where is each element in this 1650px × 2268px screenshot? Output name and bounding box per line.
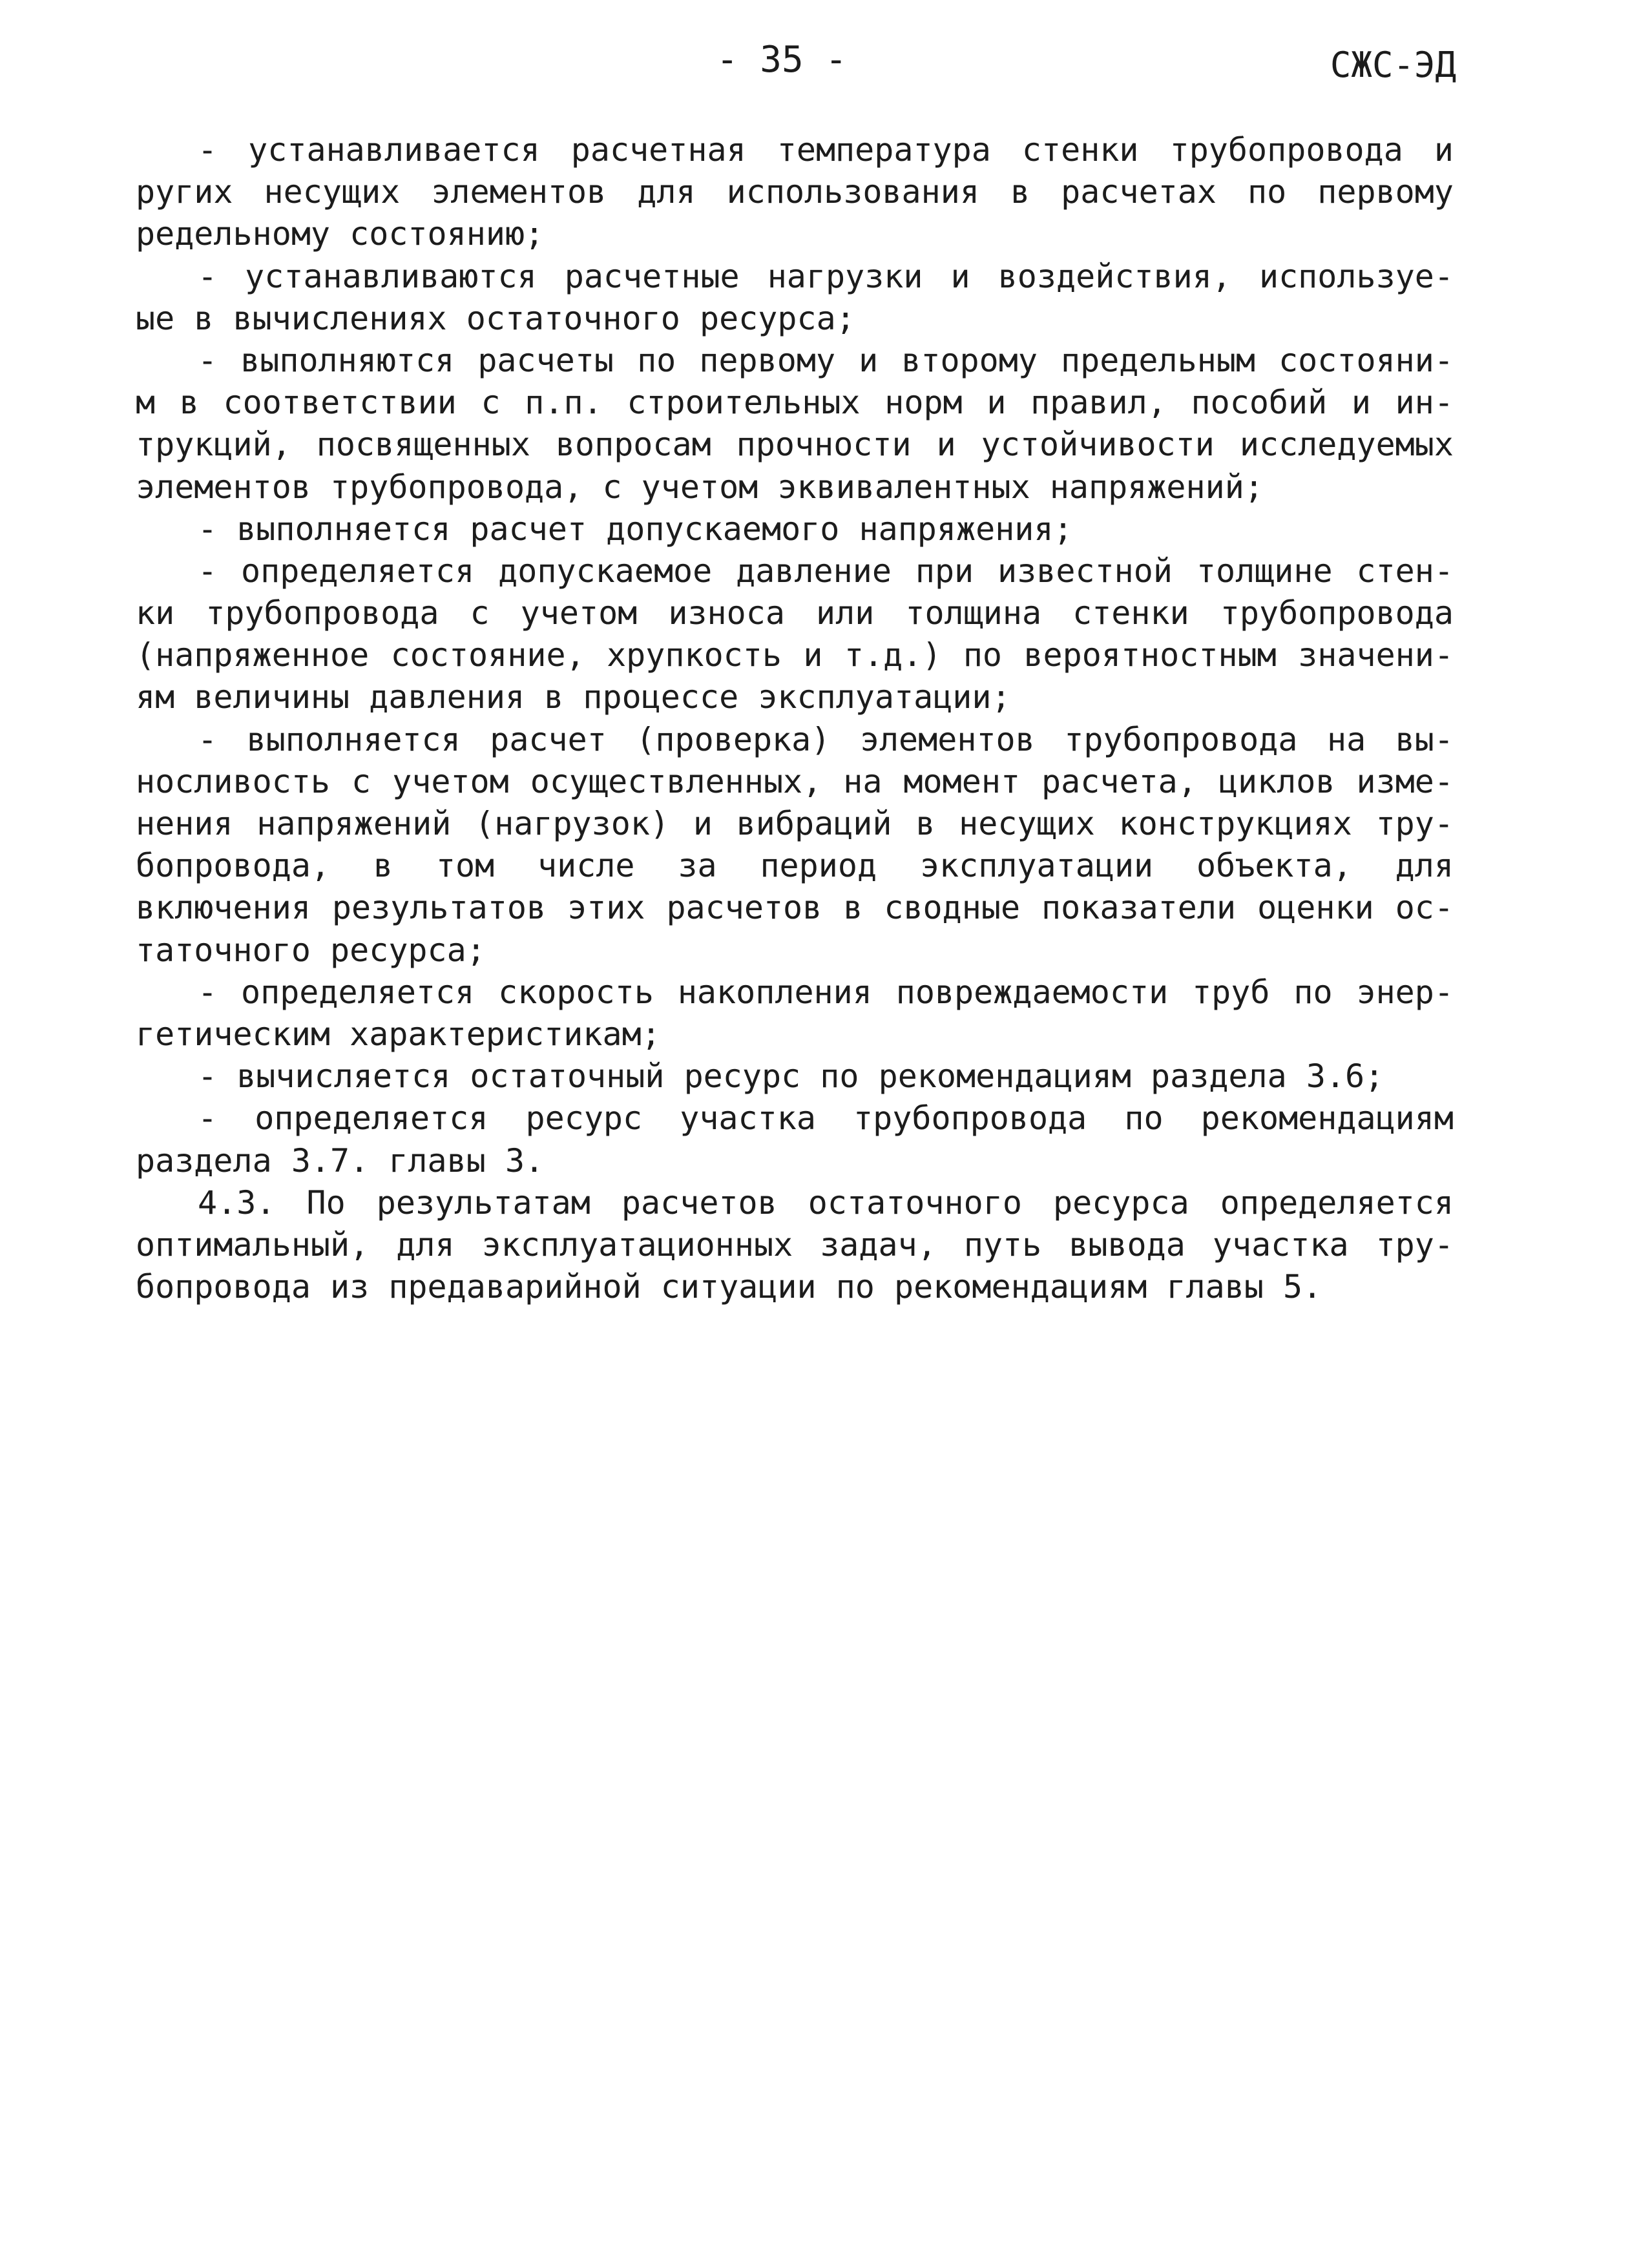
text-line: элементов трубопровода, с учетом эквивалентных напряжений; <box>136 468 1264 506</box>
text-line: бопровода, в том числе за период эксплуатации объекта, для <box>136 847 1454 885</box>
text-line: нения напряжений (нагрузок) и вибраций в несущих конструкциях тру- <box>136 805 1454 842</box>
text-line: - определяется скорость накопления повреждаемости труб по энер- <box>198 973 1454 1011</box>
text-line: 4.3. По результатам расчетов остаточного ресурса определяется <box>198 1183 1454 1222</box>
page-number: - 35 - <box>716 39 848 81</box>
text-line: - выполняется расчет (проверка) элементов трубопровода на вы- <box>198 720 1454 758</box>
body-text <box>136 129 1454 1308</box>
text-line: - выполняются расчеты по первому и второму предельным состояни- <box>198 341 1454 379</box>
text-line: бопровода из предаварийной ситуации по рекомендациям главы 5. <box>136 1268 1322 1306</box>
text-line: трукций, посвященных вопросам прочности и устойчивости исследуемых <box>136 426 1454 464</box>
text-line: оптимальный, для эксплуатационных задач, путь вывода участка тру- <box>136 1225 1454 1264</box>
text-line: ые в вычислениях остаточного ресурса; <box>136 299 855 337</box>
text-line: - устанавливаются расчетные нагрузки и воздействия, используе- <box>198 257 1454 295</box>
text-line: - определяется допускаемое давление при известной толщине стен- <box>198 552 1454 590</box>
text-line: (напряженное состояние, хрупкость и т.д.) по вероятностным значени- <box>136 636 1454 674</box>
text-line: - определяется ресурс участка трубопровода по рекомендациям <box>198 1099 1454 1138</box>
text-line: таточного ресурса; <box>136 931 486 969</box>
text-line: включения результатов этих расчетов в сводные показатели оценки ос- <box>136 889 1454 927</box>
text-line: редельному состоянию; <box>136 215 545 253</box>
text-line: носливость с учетом осуществленных, на момент расчета, циклов изме- <box>136 762 1454 800</box>
text-line: - вычисляется остаточный ресурс по рекомендациям раздела 3.6; <box>198 1057 1384 1096</box>
text-line: - устанавливается расчетная температура стенки трубопровода и <box>198 131 1454 169</box>
document-code: СЖС-ЭД <box>1330 45 1456 85</box>
text-line: - выполняется расчет допускаемого напряжения; <box>198 510 1073 548</box>
text-line: ругих несущих элементов для использования в расчетах по первому <box>136 173 1454 211</box>
text-line: ям величины давления в процессе эксплуатации; <box>136 678 1011 716</box>
text-line: раздела 3.7. главы 3. <box>136 1141 545 1180</box>
text-line: ки трубопровода с учетом износа или толщина стенки трубопровода <box>136 594 1454 632</box>
text-line: гетическим характеристикам; <box>136 1015 661 1053</box>
text-line: м в соответствии с п.п. строительных норм и правил, пособий и ин- <box>136 384 1454 422</box>
